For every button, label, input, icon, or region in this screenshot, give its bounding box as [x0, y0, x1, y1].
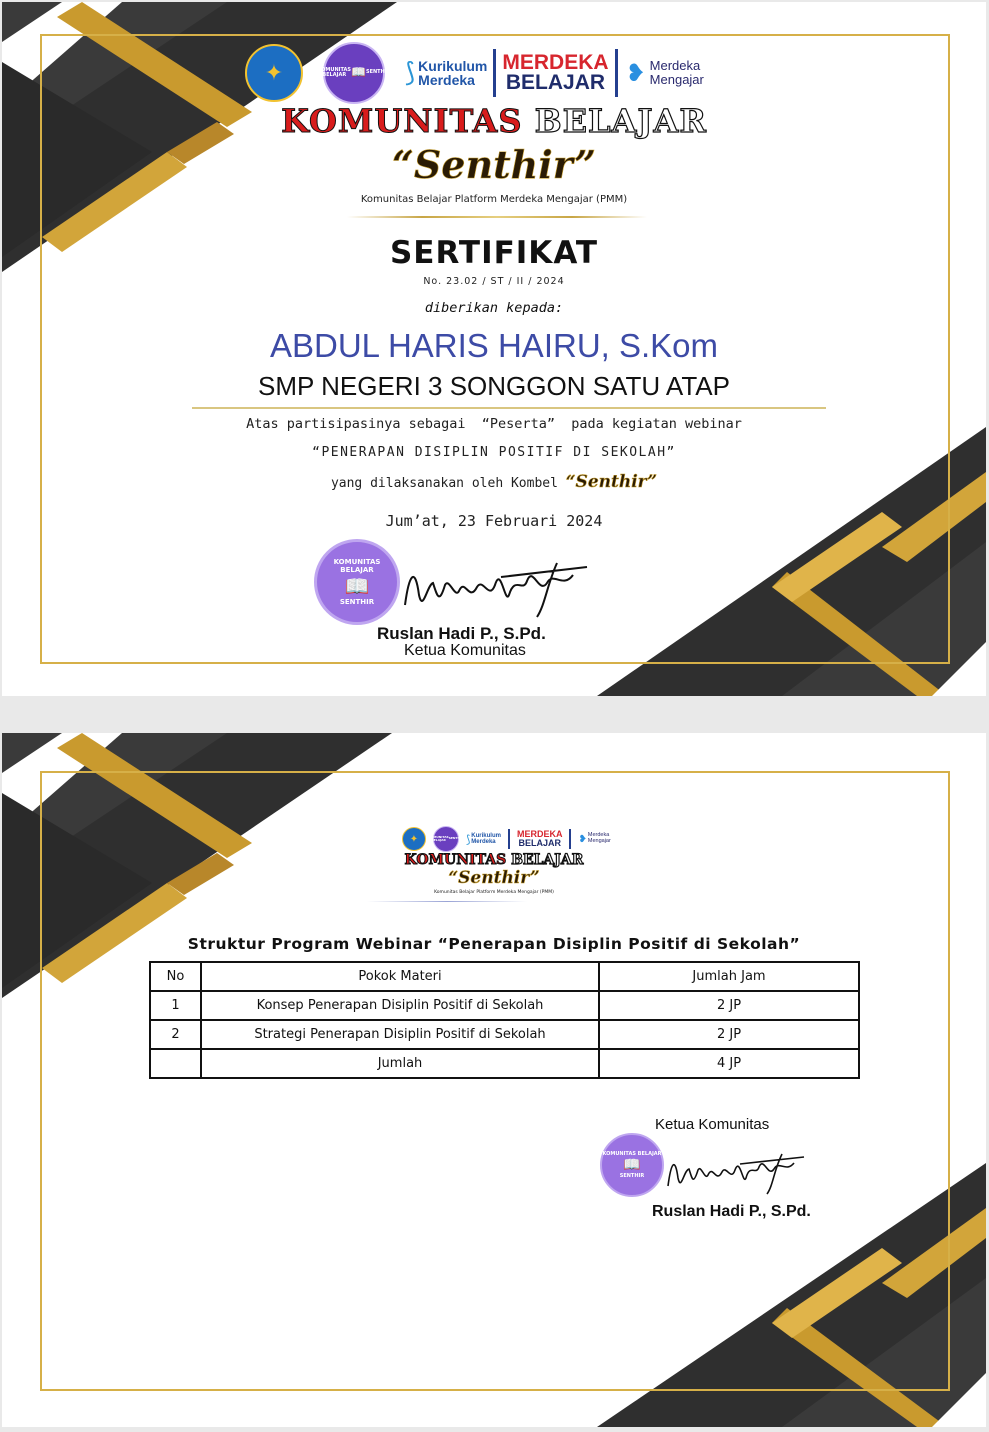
book-icon: 📖 — [351, 65, 366, 80]
mm-text-1: Merdeka — [587, 832, 610, 839]
merdeka-text: Merdeka — [418, 72, 475, 88]
kurikulum-swirl-icon: ⟆ — [466, 832, 471, 846]
title-outline-word: BELAJAR — [534, 102, 707, 140]
table-cell: Konsep Penerapan Disiplin Positif di Sekolah — [201, 991, 599, 1020]
tutwuri-logo — [402, 827, 426, 851]
community-stamp — [314, 539, 400, 625]
table-cell: Strategi Penerapan Disiplin Positif di Sekolah — [201, 1020, 599, 1049]
kurikulum-swirl-icon: ⟆ — [405, 58, 416, 88]
title-red-word: KOMUNITAS — [281, 102, 523, 140]
merdeka-word: MERDEKA — [502, 51, 609, 75]
mm-text-2: Mengajar — [587, 838, 611, 844]
table-total-row — [150, 1049, 859, 1078]
stamp-text-bottom: SENTHIR — [448, 836, 464, 841]
logo-row — [245, 42, 704, 104]
stamp-text-bottom: SENTHIR — [365, 69, 391, 76]
given-to-label: diberikan kepada: — [424, 300, 564, 316]
header-divider — [367, 901, 527, 902]
table-cell: 4 JP — [599, 1049, 859, 1078]
komunitas-stamp-logo — [428, 826, 464, 852]
signer-role: Ketua Komunitas — [404, 642, 526, 659]
name-underline — [192, 407, 826, 409]
table-cell: Jumlah — [201, 1049, 599, 1078]
mm-text-1: Merdeka — [649, 58, 701, 74]
title-outline-word: BELAJAR — [511, 852, 584, 868]
program-title: Struktur Program Webinar “Penerapan Disiplin Positif di Sekolah” — [187, 935, 801, 953]
senthir-script-title: “Senthir” — [392, 142, 596, 187]
merdeka-mengajar-logo — [626, 59, 704, 87]
signer-role: Ketua Komunitas — [655, 1116, 770, 1133]
kurikulum-text: Kurikulum — [418, 58, 488, 74]
column-header: Pokok Materi — [201, 962, 599, 991]
table-cell: 2 JP — [599, 991, 859, 1020]
stamp-top-text: KOMUNITAS BELAJAR — [602, 1150, 662, 1157]
logo-divider — [569, 829, 571, 849]
logo-divider — [615, 49, 618, 97]
handwritten-signature — [662, 1148, 812, 1198]
book-lamp-icon: 📖 — [344, 574, 370, 598]
komunitas-stamp-logo — [317, 42, 391, 104]
senthir-script-title: “Senthir” — [448, 868, 540, 888]
kurikulum-merdeka-logo — [405, 58, 487, 88]
column-header: Jumlah Jam — [599, 962, 859, 991]
signer-name: Ruslan Hadi P., S.Pd. — [377, 624, 546, 643]
certificate-number: No. 23.02 / ST / II / 2024 — [423, 276, 565, 287]
handwritten-signature — [397, 555, 597, 620]
organizer-line — [2, 472, 986, 492]
tutwuri-logo — [245, 44, 303, 102]
organizer-text: yang dilaksanakan oleh Kombel — [330, 476, 558, 491]
certificate-page-back — [2, 733, 986, 1427]
merdeka-mengajar-logo — [578, 833, 610, 845]
certificate-page-front — [2, 2, 986, 696]
logo-divider — [493, 49, 496, 97]
tutwuri-emblem-icon: ✦ — [264, 60, 284, 86]
merdeka-mengajar-icon: ❥ — [578, 833, 587, 845]
event-date: Jum’at, 23 Februari 2024 — [385, 512, 603, 530]
participation-text: Atas partisipasinya sebagai “Peserta” pada kegiatan webinar — [246, 416, 742, 432]
table-header-row — [150, 962, 859, 991]
book-lamp-icon: 📖 — [623, 1156, 641, 1173]
belajar-word: BELAJAR — [518, 838, 561, 848]
kurikulum-text: Kurikulum — [471, 833, 501, 839]
mm-text-2: Mengajar — [649, 72, 704, 87]
belajar-word: BELAJAR — [505, 71, 606, 94]
logo-divider — [508, 829, 510, 849]
webinar-title: “PENERAPAN DISIPLIN POSITIF DI SEKOLAH” — [312, 445, 676, 460]
logo-row — [402, 826, 611, 852]
merdeka-mengajar-icon: ❥ — [625, 59, 646, 87]
column-header: No — [150, 962, 201, 991]
recipient-name: ABDUL HARIS HAIRU, S.Kom — [269, 327, 719, 364]
merdeka-word: MERDEKA — [516, 829, 563, 840]
table-row — [150, 1020, 859, 1049]
title-red-word: KOMUNITAS — [404, 852, 507, 868]
header-divider — [347, 216, 647, 218]
community-subtitle: Komunitas Belajar Platform Merdeka Mengajar (PMM) — [434, 890, 554, 895]
program-table — [149, 961, 860, 1079]
table-cell: 2 — [150, 1020, 201, 1049]
community-title — [2, 852, 986, 868]
signer-name: Ruslan Hadi P., S.Pd. — [652, 1203, 811, 1220]
table-cell — [150, 1049, 201, 1078]
stamp-bottom-text: SENTHIR — [339, 598, 375, 606]
recipient-school: SMP NEGERI 3 SONGGON SATU ATAP — [258, 371, 730, 401]
organizer-senthir: “Senthir” — [565, 472, 658, 492]
stamp-text-top: KOMUNITAS BELAJAR — [317, 66, 352, 78]
stamp-bottom-text: SENTHIR — [619, 1173, 645, 1180]
community-stamp — [600, 1133, 664, 1197]
community-subtitle: Komunitas Belajar Platform Merdeka Mengajar (PMM) — [360, 194, 628, 205]
tutwuri-emblem-icon: ✦ — [409, 833, 419, 845]
table-row — [150, 991, 859, 1020]
merdeka-text: Merdeka — [471, 839, 496, 845]
table-cell: 2 JP — [599, 1020, 859, 1049]
certificate-title: SERTIFIKAT — [389, 235, 599, 271]
merdeka-belajar-logo — [517, 830, 563, 847]
community-title — [2, 102, 986, 140]
stamp-top-text: KOMUNITAS BELAJAR — [333, 558, 381, 574]
merdeka-belajar-logo — [502, 53, 608, 93]
table-cell: 1 — [150, 991, 201, 1020]
stamp-text-top: KOMUNITAS BELAJAR — [428, 834, 449, 842]
kurikulum-merdeka-logo — [466, 833, 501, 846]
